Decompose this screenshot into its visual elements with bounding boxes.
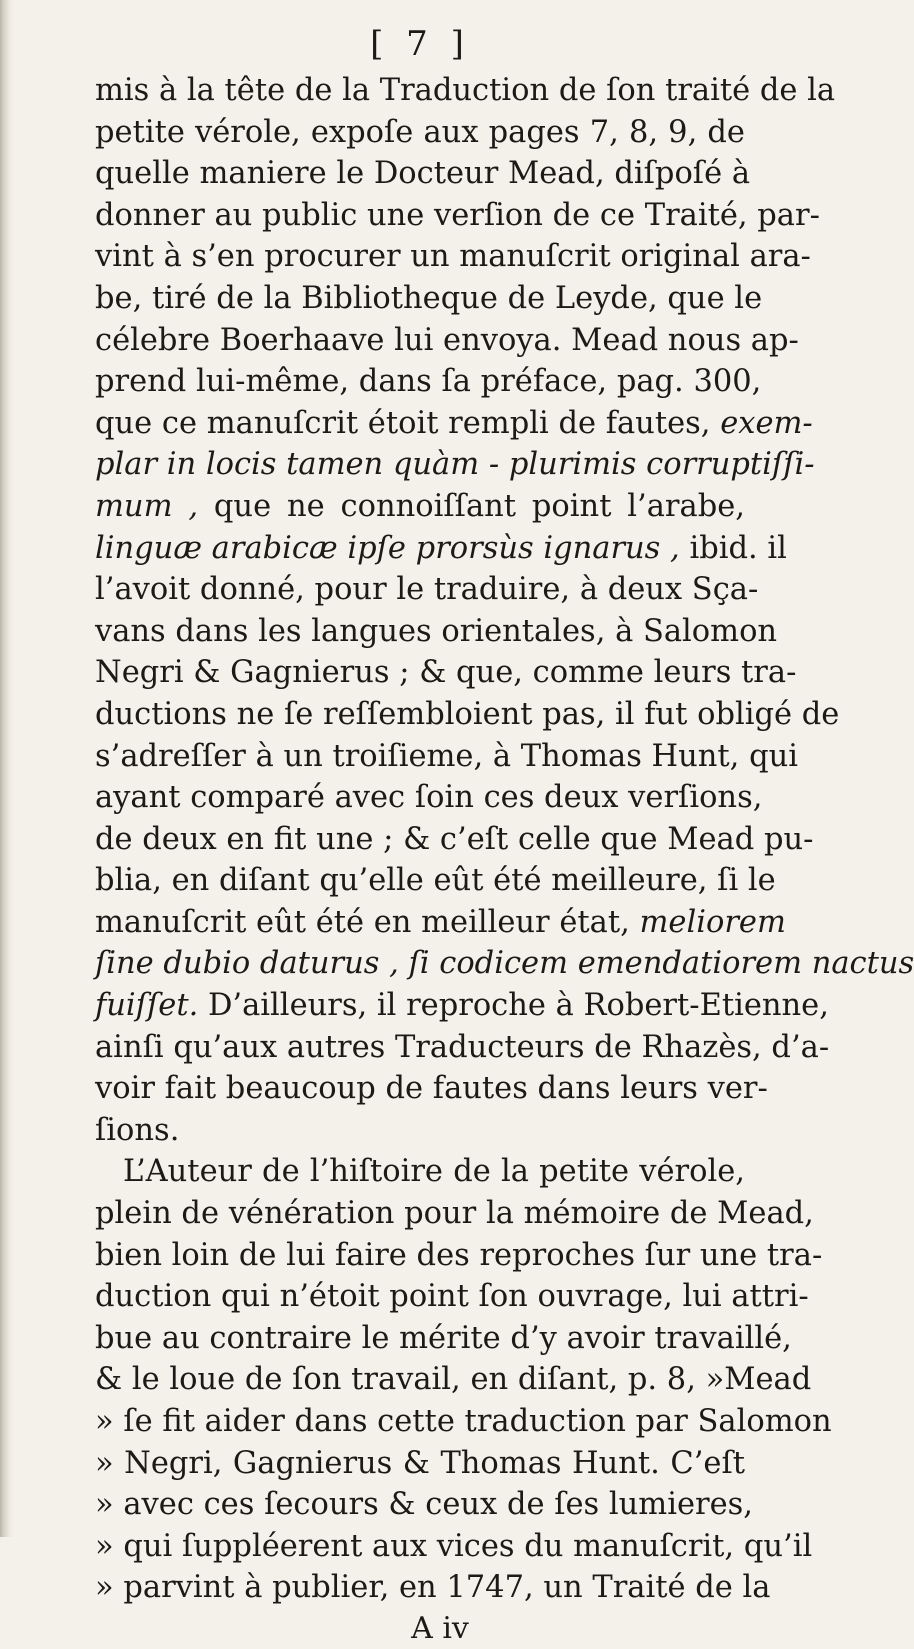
quoted-text-line: » parvint à publier, en 1747, un Traité de la: [95, 1570, 771, 1606]
paragraph-start-line: L’Auteur de l’hiſtoire de la petite vérole,: [123, 1154, 745, 1190]
binding-edge: [0, 0, 14, 1537]
text-segment: que ne connoiſſant point l’arabe,: [213, 488, 745, 524]
text-line: bien loin de lui faire des reproches ſur une tra-: [95, 1237, 823, 1273]
text-line: donner au public une verſion de ce Traité, par-: [95, 197, 820, 233]
text-line: ductions ne ſe reſſembloient pas, il fut obligé de: [95, 696, 840, 732]
text-line: bue au contraire le mérite d’y avoir travaillé,: [95, 1320, 792, 1356]
text-line: s’adreſſer à un troiſieme, à Thomas Hunt, qui: [95, 738, 798, 774]
signature-mark: A iv: [411, 1610, 469, 1646]
text-line: [95, 486, 745, 528]
text-segment: que ce manuſcrit étoit rempli de fautes,: [95, 405, 711, 441]
text-line: vint à s’en procurer un manuſcrit original ara-: [95, 239, 811, 275]
latin-quote-line: plar in locis tamen quàm - plurimis corruptiſſi-: [95, 447, 815, 483]
text-segment: D’ailleurs, il reproche à Robert-Etienne,: [207, 988, 829, 1024]
text-line: célebre Boerhaave lui envoya. Mead nous ap-: [95, 322, 799, 358]
text-segment: manuſcrit eût été en meilleur état,: [95, 904, 630, 940]
text-line: [95, 985, 829, 1027]
quoted-text-line: » Negri, Gagnierus & Thomas Hunt. C’eſt: [95, 1445, 745, 1481]
text-line: plein de vénération pour la mémoire de Mead,: [95, 1196, 814, 1232]
text-line: [95, 902, 786, 944]
text-line: petite vérole, expoſe aux pages 7, 8, 9, de: [95, 114, 745, 150]
text-line: Negri & Gagnierus ; & que, comme leurs tra-: [95, 655, 797, 691]
page-number-header: [ 7 ]: [370, 24, 470, 64]
text-line: vans dans les langues orientales, à Salomon: [95, 613, 778, 649]
text-line: voir fait beaucoup de fautes dans leurs ver-: [95, 1071, 768, 1107]
text-line: ſions.: [95, 1112, 180, 1148]
text-line: ainſi qu’aux autres Traducteurs de Rhazès, d’a-: [95, 1029, 830, 1065]
text-segment: ibid. il: [689, 530, 787, 566]
quoted-text-line: » ſe fit aider dans cette traduction par Salomon: [95, 1404, 832, 1439]
text-line: ayant comparé avec ſoin ces deux verſions,: [95, 780, 763, 816]
text-line: blia, en diſant qu’elle eût été meilleure, ſi le: [95, 863, 776, 899]
text-line: prend lui-même, dans ſa préface, pag. 300,: [95, 364, 762, 400]
book-page: [95, 22, 914, 1649]
text-line: mis à la tête de la Traduction de ſon traité de la: [95, 73, 836, 108]
latin-quote-line: ſine dubio daturus , ſi codicem emendatiorem nactus: [95, 946, 914, 982]
italic-segment: fuiſſet.: [95, 988, 199, 1024]
text-line: de deux en fit une ; & c’eſt celle que Mead pu-: [95, 821, 814, 857]
quoted-text-line: » avec ces ſecours & ceux de ſes lumieres,: [95, 1487, 753, 1523]
text-line: l’avoit donné, pour le traduire, à deux Sça-: [95, 572, 759, 608]
italic-segment: linguæ arabicæ ipſe prorsùs ignarus ,: [95, 530, 680, 566]
text-line: quelle maniere le Docteur Mead, diſpoſé à: [95, 156, 751, 192]
text-line: duction qui n’étoit point ſon ouvrage, lui attri-: [95, 1279, 809, 1315]
italic-segment: mum ,: [95, 488, 199, 524]
text-line: be, tiré de la Bibliotheque de Leyde, que le: [95, 280, 763, 316]
italic-segment: meliorem: [639, 904, 786, 940]
text-line: [95, 528, 787, 570]
text-line: [95, 403, 813, 445]
text-line: & le loue de ſon travail, en diſant, p. 8, »Mead: [95, 1362, 812, 1398]
italic-segment: exem-: [720, 405, 813, 441]
quoted-text-line: » qui ſuppléerent aux vices du manuſcrit, qu’il: [95, 1528, 813, 1564]
